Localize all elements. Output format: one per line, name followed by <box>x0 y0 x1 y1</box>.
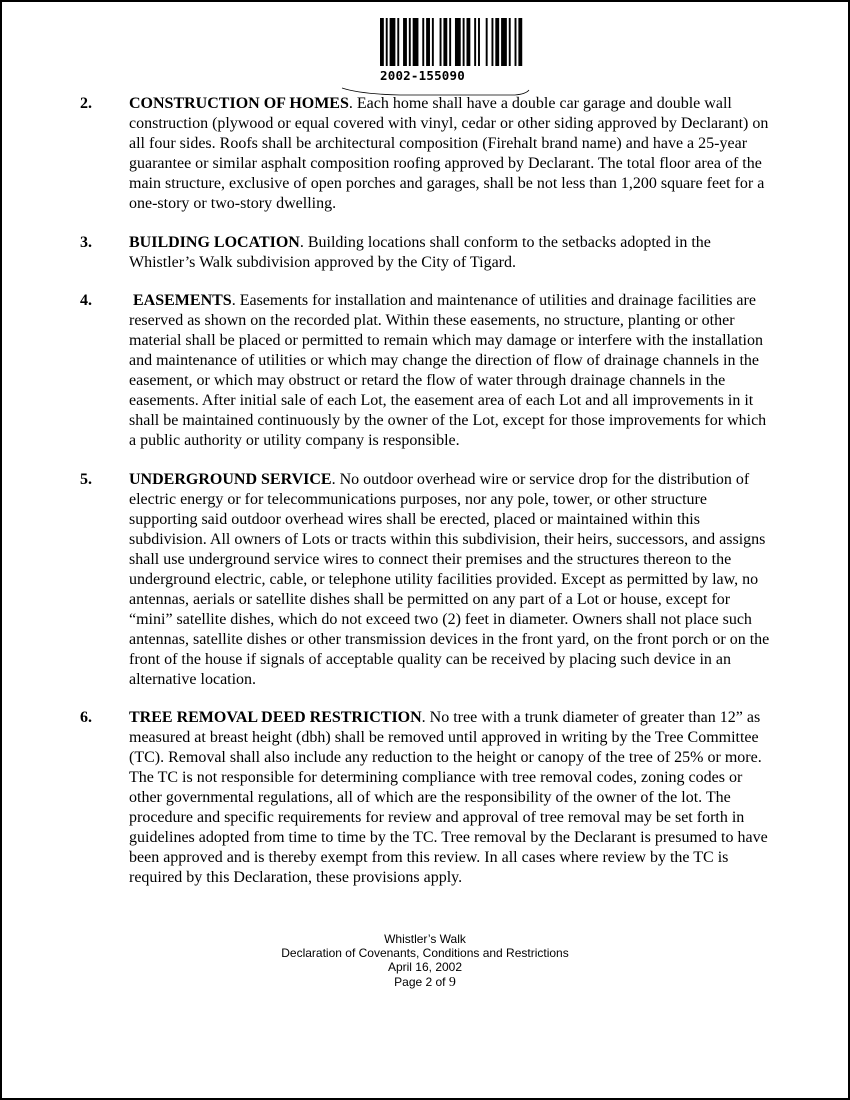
footer-document-name: Declaration of Covenants, Conditions and Restrictions <box>281 946 569 961</box>
section-text: . Building locations shall conform to the setbacks adopted in the Whistler’s Walk subdivision approved by the City of Tigard. <box>129 233 711 271</box>
section-text: . No tree with a trunk diameter of greater than 12” as measured at breast height (dbh) shall be removed until approved in writing by the Tree Committee (TC). Removal shall also include any reduction to the height or canopy of the tree of 25% or more. The TC is not responsible for determining compliance with tree removal codes, zoning codes or other governmental regulations, all of which are the responsibility of the owner of the lot. The procedure and specific requirements for review and approval of tree removal may be set forth in guidelines adopted from time to time by the TC. Tree removal by the Declarant is presumed to have been approved and is thereby exempt from this review. In all cases where review by the TC is required by this Declaration, these provisions apply. <box>129 709 768 886</box>
footer-page-total: 9 <box>448 974 456 990</box>
section-text: . Easements for installation and maintenance of utilities and drainage facilities are reserved as shown on the recorded plat. Within these easements, no structure, planting or other material shall be placed or permitted to remain which may damage or interfere with the installation and maintenance of utilities or which may change the direction of flow of drainage channels in the easement, or which may obstruct or retard the flow of water through drainage channels in the easements. After initial sale of each Lot, the easement area of each Lot and all improvements in it shall be maintained continuously by the owner of the Lot, except for those improvements for which a public authority or utility company is responsible. <box>129 292 767 449</box>
section-body <box>129 291 770 451</box>
barcode-bar <box>466 18 470 66</box>
barcode-bar <box>440 18 442 66</box>
footer-page-prefix: Page 2 of <box>394 974 449 989</box>
barcode-bar <box>432 18 434 66</box>
section-body <box>129 233 770 273</box>
section-heading: EASEMENTS <box>133 292 232 309</box>
barcode-bar <box>478 18 480 66</box>
barcode-bar <box>397 18 399 66</box>
section-underground-service <box>0 470 850 690</box>
barcode-number: 2002-155090 <box>380 68 465 83</box>
section-text: . Each home shall have a double car garage and double wall construction (plywood or equal covered with vinyl, cedar or other siding approved by Declarant) on all four sides. Roofs shall be architectural composition (Firehalt brand name) and have a 25-year guarantee or similar asphalt composition roofing approved by Declarant. The total floor area of the main structure, exclusive of open porches and garages, shall be not less than 1,200 square feet for a one-story or two-story dwelling. <box>129 95 769 212</box>
barcode-bar <box>509 18 511 66</box>
section-number: 4. <box>80 292 92 309</box>
section-body <box>129 470 770 690</box>
barcode-bar <box>501 18 507 66</box>
barcode-bar <box>486 18 488 66</box>
section-building-location <box>0 233 850 273</box>
barcode-bar <box>515 18 517 66</box>
barcode-bar <box>422 18 424 66</box>
barcode-bar <box>495 18 499 66</box>
section-number: 3. <box>80 233 92 251</box>
barcode-bar <box>463 18 465 66</box>
barcode-bar <box>390 18 396 66</box>
section-number: 5. <box>80 470 92 488</box>
section-text: . No outdoor overhead wire or service drop for the distribution of electric energy or for telecommunications purposes, nor any pole, tower, or other structure supporting said outdoor overhead wires shall be erected, placed or maintained within this subdivision. All owners of Lots or tracts within this subdivision, their heirs, successors, and assigns shall use underground service wires to connect their premises and the structures thereon to the underground electric, cable, or telephone utility facilities provided. Except as permitted by law, no antennas, aerials or satellite dishes shall be permitted on any part of a Lot or house, except for “mini” satellite dishes, which do not exceed two (2) feet in diameter. Owners shall not place such antennas, satellite dishes or other transmission devices in the front yard, on the front porch or on the front of the house if signals of acceptable quality can be received by placing such device in an alternative location. <box>129 470 770 688</box>
section-heading: CONSTRUCTION OF HOMES <box>129 95 349 112</box>
section-number: 2. <box>80 95 92 112</box>
page-footer <box>0 932 850 990</box>
section-heading: BUILDING LOCATION <box>129 233 300 251</box>
barcode-bar <box>455 18 461 66</box>
barcode-bar <box>403 18 407 66</box>
footer-page-number <box>0 975 850 990</box>
barcode-bar <box>449 18 451 66</box>
footer-date: April 16, 2002 <box>387 960 463 975</box>
recording-barcode <box>340 18 530 90</box>
section-construction-of-homes <box>0 94 850 214</box>
barcode-bar <box>409 18 411 66</box>
barcode-bar <box>443 18 447 66</box>
barcode-bar <box>380 18 384 66</box>
section-heading: TREE REMOVAL DEED RESTRICTION <box>129 709 422 726</box>
barcode-bar <box>518 18 522 66</box>
page-border-top <box>0 0 850 2</box>
footer-title: Whistler’s Walk <box>384 932 466 946</box>
barcode-bar <box>426 18 430 66</box>
barcode-bar <box>491 18 493 66</box>
barcode-bars <box>378 18 530 70</box>
barcode-bar <box>386 18 388 66</box>
covenant-sections <box>0 94 850 907</box>
section-easements <box>0 291 850 451</box>
section-body <box>129 708 770 888</box>
section-tree-removal <box>0 708 850 888</box>
section-heading: UNDERGROUND SERVICE <box>129 470 332 488</box>
section-body <box>129 94 770 214</box>
section-number: 6. <box>80 709 92 726</box>
barcode-bar <box>474 18 476 66</box>
barcode-bar <box>413 18 419 66</box>
